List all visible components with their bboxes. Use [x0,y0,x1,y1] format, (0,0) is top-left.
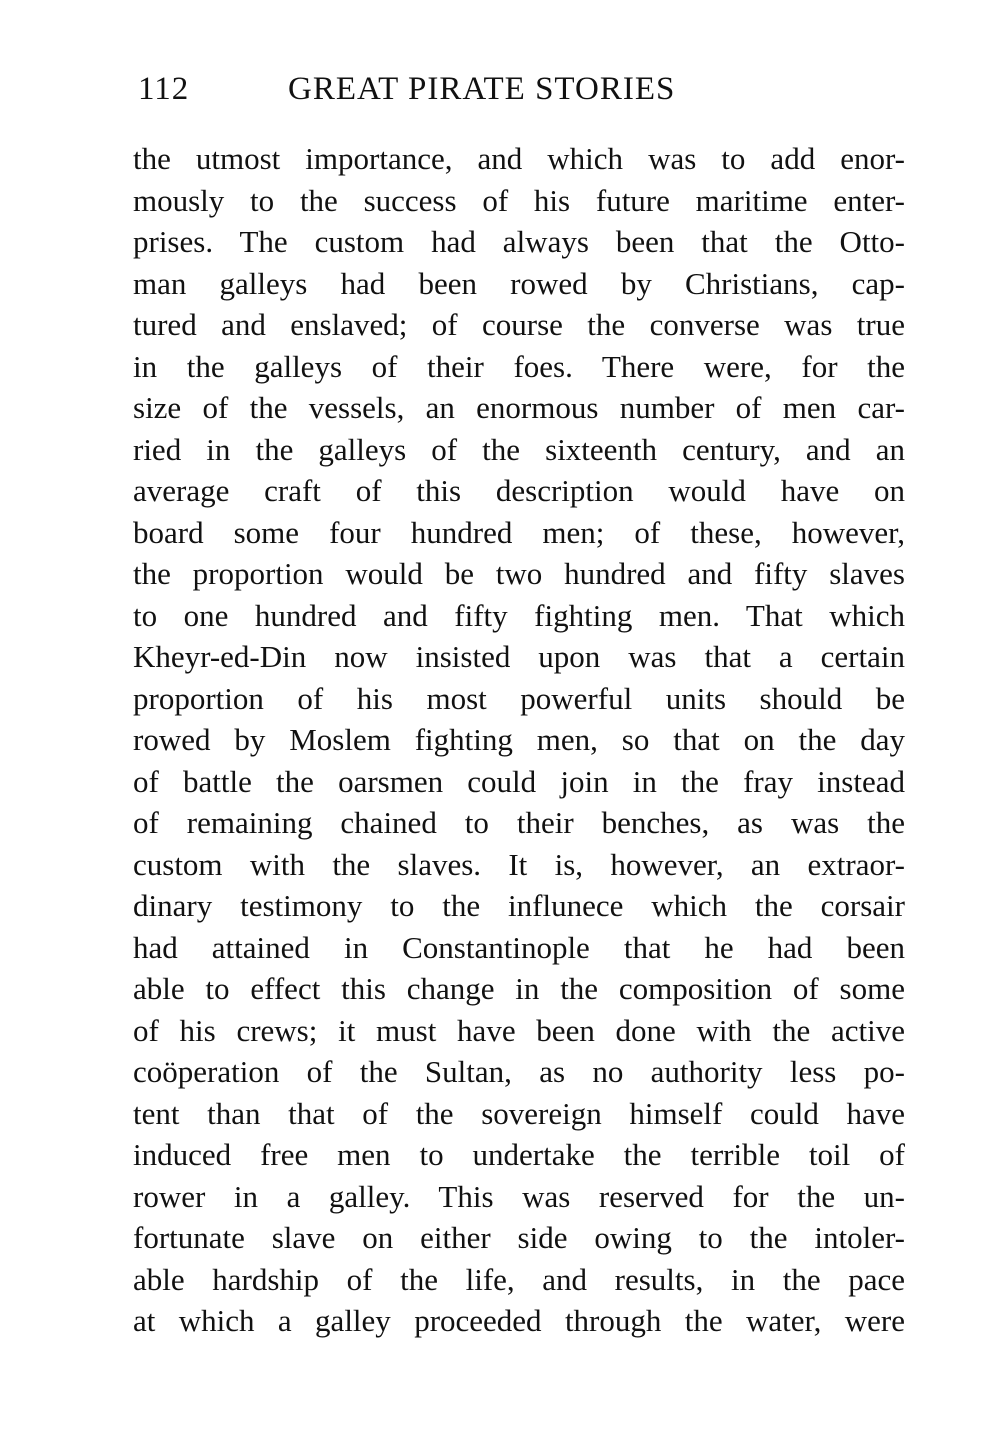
text-line: of his crews; it must have been done with the active [133,1012,905,1048]
text-line: prises. The custom had always been that the Otto- [133,224,905,259]
text-line: Kheyr-ed-Din now insisted upon was that a certain [133,639,905,674]
text-line: rower in a galley. This was reserved for the un- [133,1178,905,1214]
text-line: fortunate slave on either side owing to the intoler- [133,1220,905,1255]
text-line: the proportion would be two hundred and fifty slaves [133,556,905,591]
text-line: man galleys had been rowed by Christians, cap- [133,265,905,301]
page-number: 112 [138,71,190,107]
text-line: to one hundred and fifty fighting men. That which [133,597,905,633]
text-line: induced free men to undertake the terrible toil of [133,1137,905,1172]
text-line: the utmost importance, and which was to add enor- [133,141,905,176]
text-line: custom with the slaves. It is, however, an extraor- [133,846,905,882]
page-header [138,66,908,112]
text-line: dinary testimony to the influnece which the corsair [133,888,905,923]
text-line: mously to the success of his future maritime enter- [133,182,905,218]
text-line: tent than that of the sovereign himself could have [133,1095,905,1131]
text-line: proportion of his most powerful units should be [133,680,905,716]
text-line: rowed by Moslem fighting men, so that on the day [133,722,905,757]
body-text [133,138,905,1342]
text-line: coöperation of the Sultan, as no authority less po- [133,1054,905,1089]
text-line: in the galleys of their foes. There were, for the [133,348,905,384]
running-title: GREAT PIRATE STORIES [288,71,676,107]
text-line: of battle the oarsmen could join in the fray instead [133,763,905,799]
text-line: able hardship of the life, and results, in the pace [133,1261,905,1297]
text-line: at which a galley proceeded through the water, were [133,1303,905,1338]
text-line: had attained in Constantinople that he had been [133,929,905,965]
text-line: tured and enslaved; of course the converse was true [133,307,905,342]
text-line: of remaining chained to their benches, as was the [133,805,905,840]
text-line: board some four hundred men; of these, however, [133,514,905,550]
text-line: average craft of this description would have on [133,473,905,508]
text-line: able to effect this change in the composition of some [133,971,905,1006]
text-line: size of the vessels, an enormous number of men car- [133,390,905,425]
text-line: ried in the galleys of the sixteenth century, and an [133,431,905,467]
